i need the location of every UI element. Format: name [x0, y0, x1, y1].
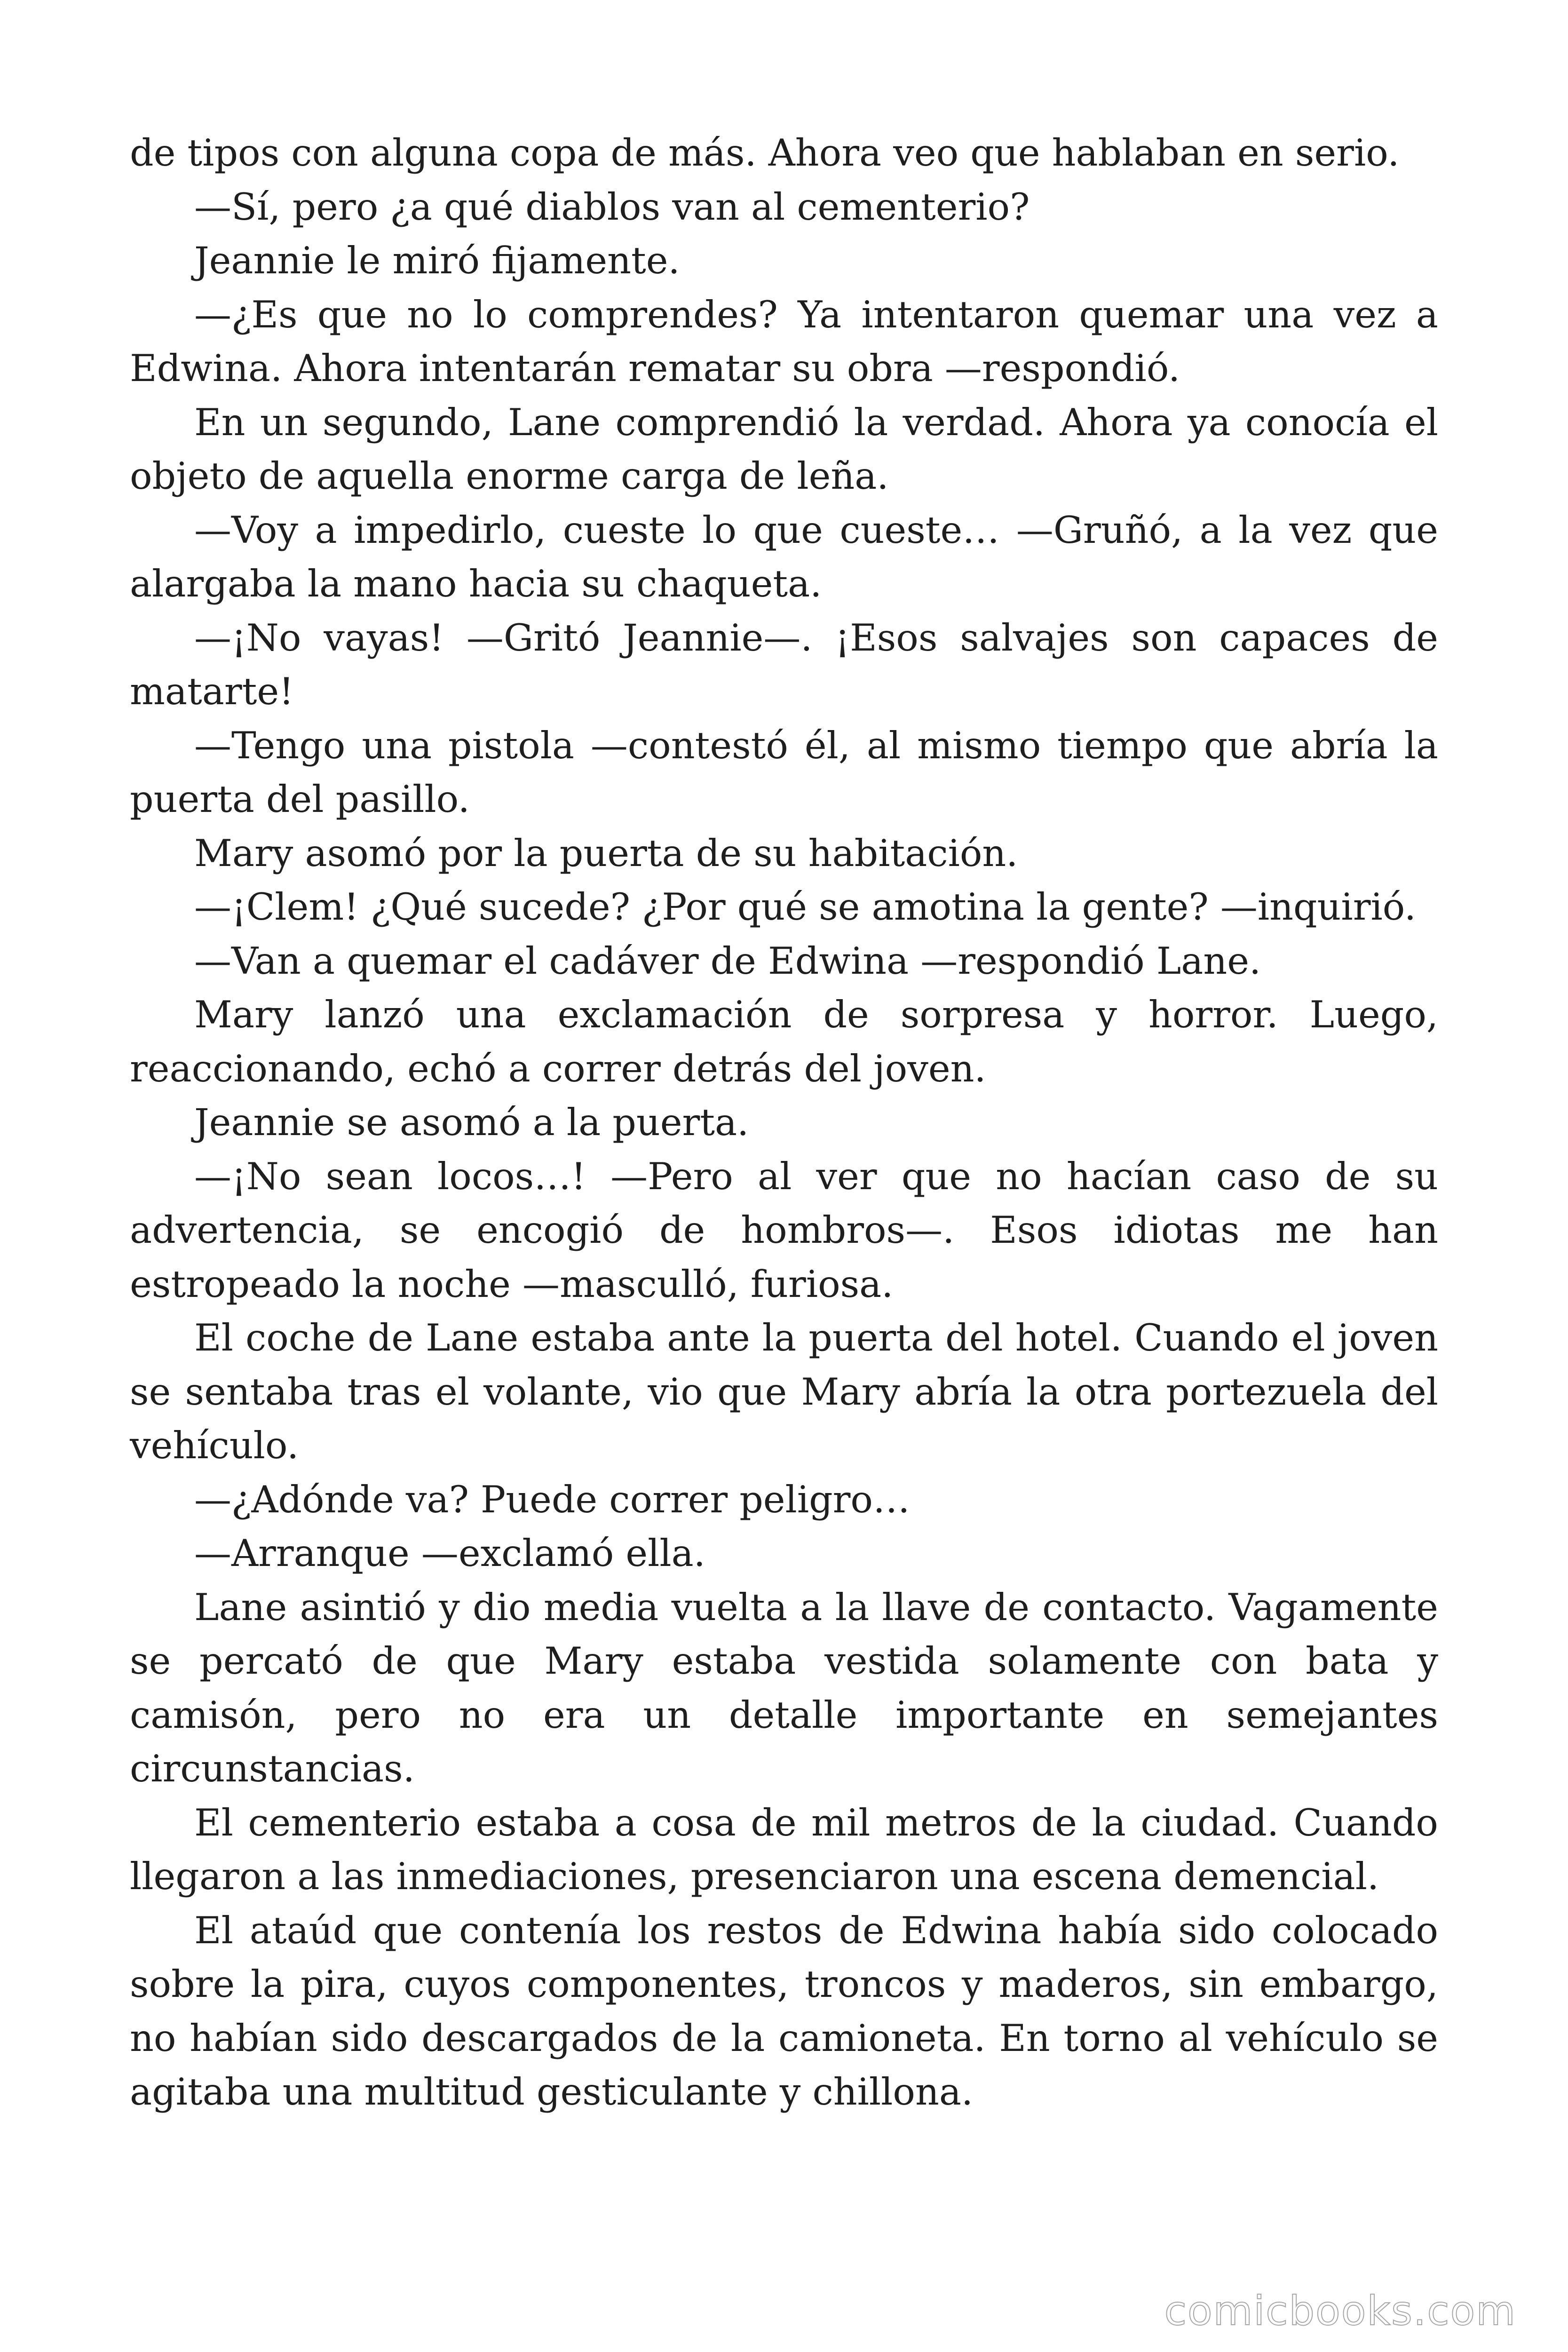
paragraph: —¿Adónde va? Puede correr peligro…: [194, 1478, 910, 1521]
watermark-text: comicbooks.com: [1164, 2288, 1516, 2335]
paragraph: —Arranque —exclamó ella.: [194, 1532, 705, 1575]
book-page: [130, 126, 1438, 2119]
paragraph: Jeannie le miró fijamente.: [194, 239, 680, 282]
paragraph: El cementerio estaba a cosa de mil metros de la ciudad. Cuando llegaron a las inmediaciones, presenciaron una escena demencial.: [130, 1801, 1438, 1898]
paragraph: —Voy a impedirlo, cueste lo que cueste… —Gruñó, a la vez que alargaba la mano hacia su chaqueta.: [130, 508, 1438, 605]
paragraph: En un segundo, Lane comprendió la verdad. Ahora ya conocía el objeto de aquella enorme carga de leña.: [130, 400, 1438, 498]
paragraph: —¡No sean locos…! —Pero al ver que no hacían caso de su advertencia, se encogió de hombros—. Esos idiotas me han estropeado la noche —masculló, furiosa.: [130, 1154, 1438, 1306]
paragraph: —¿Es que no lo comprendes? Ya intentaron quemar una vez a Edwina. Ahora intentarán rematar su obra —respondió.: [130, 293, 1438, 390]
paragraph: —Van a quemar el cadáver de Edwina —respondió Lane.: [194, 939, 1261, 983]
paragraph: Jeannie se asomó a la puerta.: [194, 1101, 749, 1144]
paragraph: —Tengo una pistola —contestó él, al mismo tiempo que abría la puerta del pasillo.: [130, 723, 1438, 821]
paragraph: Lane asintió y dio media vuelta a la llave de contacto. Vagamente se percató de que Mary estaba vestida solamente con bata y camisón, pero no era un detalle importante en semejantes circunstancias.: [130, 1585, 1438, 1790]
paragraph: Mary lanzó una exclamación de sorpresa y horror. Luego, reaccionando, echó a correr detrás del joven.: [130, 993, 1438, 1090]
paragraph: El coche de Lane estaba ante la puerta del hotel. Cuando el joven se sentaba tras el volante, vio que Mary abría la otra portezuela del vehículo.: [130, 1316, 1438, 1467]
paragraph: —¡Clem! ¿Qué sucede? ¿Por qué se amotina la gente? —inquirió.: [194, 885, 1417, 929]
paragraph: —¡No vayas! —Gritó Jeannie—. ¡Esos salvajes son capaces de matarte!: [130, 616, 1438, 713]
paragraph: —Sí, pero ¿a qué diablos van al cementerio?: [194, 185, 1030, 229]
paragraph: El ataúd que contenía los restos de Edwina había sido colocado sobre la pira, cuyos componentes, troncos y maderos, sin embargo, no habían sido descargados de la camioneta. En torno al vehículo se agitaba una multitud gesticulante y chillona.: [130, 1908, 1438, 2114]
paragraph: Mary asomó por la puerta de su habitación.: [194, 831, 1018, 875]
paragraph: de tipos con alguna copa de más. Ahora veo que hablaban en serio.: [130, 131, 1400, 175]
